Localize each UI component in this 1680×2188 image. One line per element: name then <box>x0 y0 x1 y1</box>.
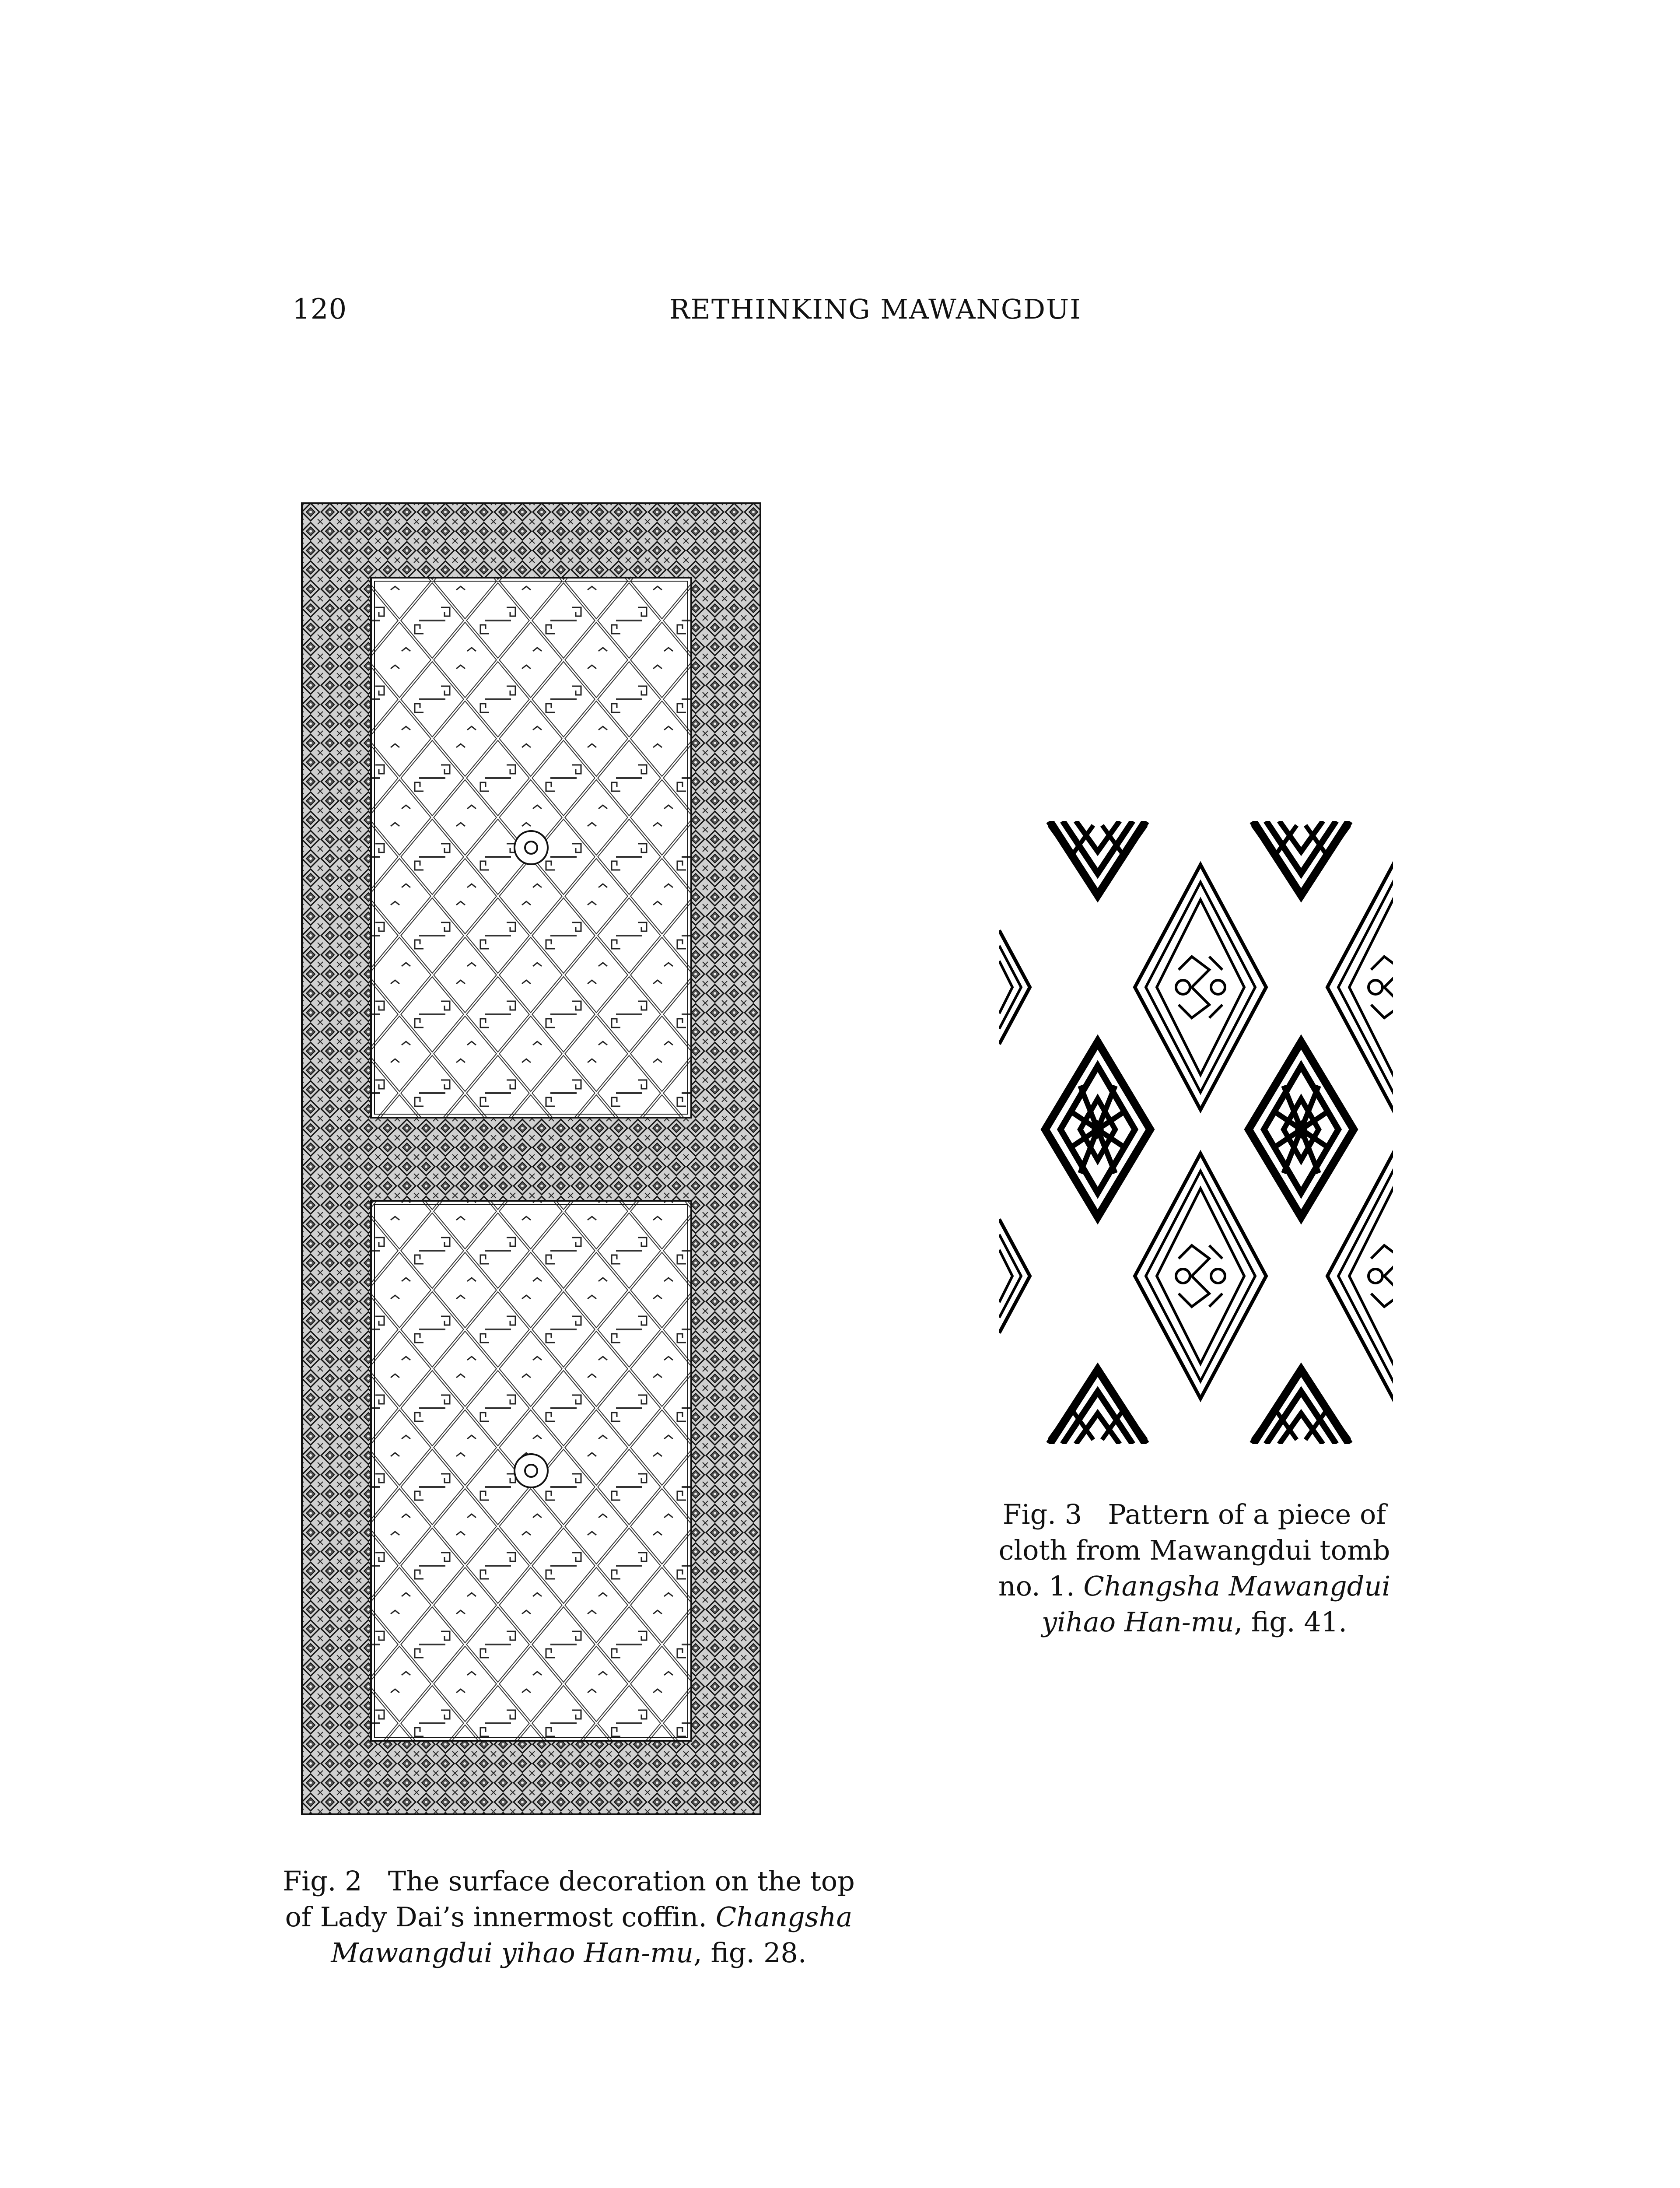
caption-line: Mawangdui yihao Han-mu, fig. 28. <box>331 1937 807 1969</box>
caption-line: of Lady Dai’s innermost coffin. Changsha <box>285 1901 853 1933</box>
caption-line: Fig. 3 Pattern of a piece of <box>1002 1498 1386 1530</box>
caption-line: cloth from Mawangdui tomb <box>998 1534 1390 1566</box>
caption-line: no. 1. Changsha Mawangdui <box>998 1570 1391 1602</box>
caption-line: Fig. 2 The surface decoration on the top <box>283 1865 855 1897</box>
fig2-caption <box>271 1863 866 1971</box>
page-number: 120 <box>292 293 347 326</box>
fig2-coffin-decoration <box>301 502 761 1815</box>
fig3-caption <box>980 1497 1409 1640</box>
caption-line: yihao Han-mu, fig. 41. <box>1042 1606 1347 1638</box>
running-title: RETHINKING MAWANGDUI <box>669 293 1082 325</box>
fig3-cloth-pattern <box>999 821 1393 1444</box>
